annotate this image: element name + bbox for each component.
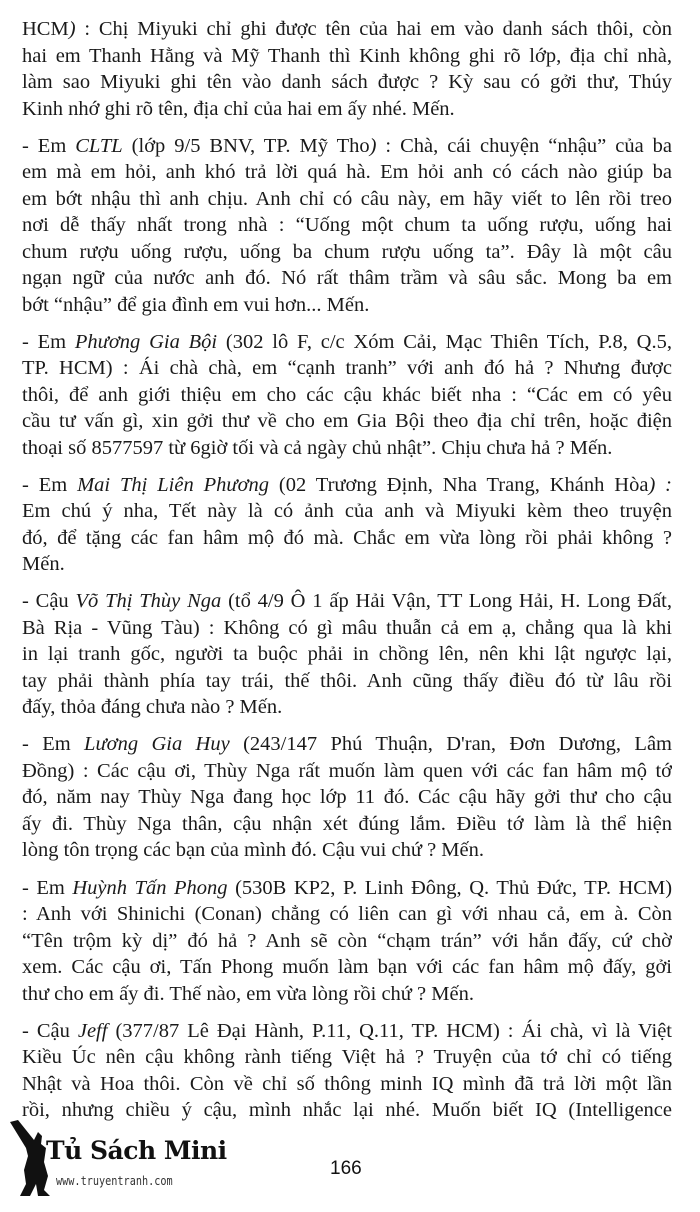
reader-name: Lương Gia Huy bbox=[84, 733, 230, 756]
letter-reply-paragraph bbox=[22, 16, 672, 122]
text-segment: đó, năm nay Thùy Nga đang học lớp 11 đó. Các cậu hãy gởi thư cho cậu bbox=[22, 786, 672, 809]
text-line bbox=[22, 498, 672, 525]
text-segment: đấy, thỏa đáng chưa nào ? Mến. bbox=[22, 696, 283, 719]
text-segment: - Em bbox=[22, 876, 73, 899]
letter-reply-paragraph bbox=[22, 133, 672, 319]
text-segment: Mến. bbox=[22, 553, 65, 576]
text-line bbox=[22, 239, 672, 266]
reader-name: Huỳnh Tấn Phong bbox=[72, 876, 228, 899]
reader-name: ) bbox=[369, 134, 377, 157]
text-line bbox=[22, 588, 672, 615]
logo-url: www.truyentranh.com bbox=[56, 1174, 173, 1188]
text-segment: - Em bbox=[22, 134, 76, 157]
text-line bbox=[22, 641, 672, 668]
text-line bbox=[22, 1018, 672, 1045]
text-segment: (243/147 Phú Thuận, D'ran, Đơn Dương, Lâm bbox=[229, 733, 672, 756]
reader-name: ) : bbox=[648, 473, 672, 496]
text-line bbox=[22, 292, 672, 319]
text-segment: em mà em hỏi, anh khó trả lời quá hà. Em hỏi anh có cách nào giúp ba bbox=[22, 161, 672, 184]
text-line bbox=[22, 96, 672, 123]
text-line bbox=[22, 133, 672, 160]
reader-name: CLTL bbox=[75, 134, 123, 157]
text-segment: Em chú ý nha, Tết này là có ảnh của anh và Miyuki kèm theo truyện bbox=[22, 500, 672, 523]
reader-name: Mai Thị Liên Phương bbox=[77, 473, 270, 496]
text-line bbox=[22, 435, 672, 462]
text-segment: chum rượu uống rượu, uống ba chum rượu uống ta”. Đây là một câu bbox=[22, 240, 672, 263]
text-line bbox=[22, 694, 672, 721]
text-segment: thư cho em ấy đi. Thế nào, em vừa lòng rồi chứ ? Mến. bbox=[22, 982, 474, 1005]
text-segment: - Cậu bbox=[22, 590, 76, 613]
text-line bbox=[22, 981, 672, 1008]
text-segment: : Anh với Shinichi (Conan) chẳng có liên can gì với nhau cả, em à. Còn bbox=[22, 903, 672, 926]
text-segment: làm sao Miyuki ghi tên vào danh sách được ? Kỳ sau có gởi thư, Thúy bbox=[22, 71, 672, 93]
text-segment: in lại tranh gốc, người ta buộc phải in chồng lên, nên khi lật ngược lại, bbox=[22, 643, 672, 666]
text-segment: “Tên trộm kỳ dị” đó hả ? Anh sẽ còn “chạm trán” với hắn đấy, cứ chờ bbox=[22, 929, 672, 952]
text-line bbox=[22, 731, 672, 758]
text-segment: Kinh nhớ ghi rõ tên, địa chỉ của hai em ấy nhé. Mến. bbox=[22, 97, 455, 120]
text-segment: - Cậu bbox=[22, 1019, 78, 1042]
text-segment: thôi, để anh giới thiệu em cho các cậu khác biết nha : “Các em có yêu bbox=[22, 383, 672, 406]
text-segment: (377/87 Lê Đại Hành, P.11, Q.11, TP. HCM) : Ái chà, vì là Việt bbox=[107, 1019, 672, 1042]
text-line bbox=[22, 212, 672, 239]
text-segment: đó, để tặng các fan hâm mộ đó mà. Chắc em vừa lòng rồi phải không ? bbox=[22, 526, 672, 549]
text-segment: tay phải thành phía tay trái, thế thôi. Anh cũng thấy điều đó từ lâu rồi bbox=[22, 669, 672, 692]
text-line bbox=[22, 43, 672, 70]
text-line bbox=[22, 329, 672, 356]
text-line bbox=[22, 837, 672, 864]
text-segment: - Em bbox=[22, 733, 85, 756]
text-line bbox=[22, 954, 672, 981]
text-segment: TP. HCM) : Ái chà chà, em “cạnh tranh” với anh đó hả ? Nhưng được bbox=[22, 357, 672, 380]
text-segment: cầu tư vấn gì, xin gởi thư về cho em Gia Bội theo địa chỉ trên, hoặc điện bbox=[22, 410, 672, 433]
reader-name: ) bbox=[68, 18, 76, 40]
text-line bbox=[22, 16, 672, 43]
text-line bbox=[22, 265, 672, 292]
letter-reply-paragraph bbox=[22, 875, 672, 1008]
text-segment: hai em Thanh Hằng và Mỹ Thanh thì Kinh không ghi rõ lớp, địa chỉ nhà, bbox=[22, 44, 672, 67]
text-segment: xem. Các cậu ơi, Tấn Phong muốn làm bạn với các fan hâm mộ đấy, gởi bbox=[22, 956, 672, 979]
text-segment: HCM bbox=[22, 18, 69, 40]
logo-title: Tủ Sách Mini bbox=[46, 1136, 227, 1165]
reader-name: Võ Thị Thùy Nga bbox=[75, 590, 222, 613]
text-line bbox=[22, 875, 672, 902]
text-segment: rồi, nhưng chiều ý cậu, mình nhắc lại nhé. Muốn biết IQ (Intelligence bbox=[22, 1099, 672, 1122]
text-segment: nơi dễ thấy nhất trong nhà : “Uống một chum ta uống rượu, uống hai bbox=[22, 214, 672, 237]
letters-column bbox=[22, 16, 672, 1134]
text-line bbox=[22, 472, 672, 499]
text-segment: - Em bbox=[22, 330, 75, 353]
text-line bbox=[22, 758, 672, 785]
text-segment: : Chà, cái chuyện “nhậu” của ba bbox=[376, 134, 672, 157]
text-line bbox=[22, 382, 672, 409]
text-line bbox=[22, 928, 672, 955]
letter-reply-paragraph bbox=[22, 472, 672, 578]
text-line bbox=[22, 408, 672, 435]
text-line bbox=[22, 668, 672, 695]
text-segment: (tổ 4/9 Ô 1 ấp Hải Vận, TT Long Hải, H. Long Đất, bbox=[221, 590, 672, 613]
text-line bbox=[22, 355, 672, 382]
text-line bbox=[22, 784, 672, 811]
text-line bbox=[22, 159, 672, 186]
letter-reply-paragraph bbox=[22, 329, 672, 462]
text-segment: - Em bbox=[22, 473, 78, 496]
text-segment: ngạn ngữ của nước anh đó. Nó rất thâm trầm và sâu sắc. Mong ba em bbox=[22, 267, 672, 290]
text-segment: (02 Trương Định, Nha Trang, Khánh Hòa bbox=[269, 473, 649, 496]
text-segment: Đồng) : Các cậu ơi, Thùy Nga rất muốn làm quen với các fan hâm mộ tớ bbox=[22, 759, 672, 782]
text-line bbox=[22, 1071, 672, 1098]
text-segment: bớt “nhậu” để gia đình em vui hơn... Mến. bbox=[22, 293, 370, 316]
text-segment: thoại số 8577597 từ 6giờ tối và cả ngày chủ nhật”. Chịu chưa hả ? Mến. bbox=[22, 436, 613, 459]
letter-reply-paragraph bbox=[22, 731, 672, 864]
reader-name: Phương Gia Bội bbox=[74, 330, 218, 353]
text-line bbox=[22, 1044, 672, 1071]
text-segment: (lớp 9/5 BNV, TP. Mỹ Tho bbox=[122, 134, 370, 157]
text-line bbox=[22, 551, 672, 578]
text-segment: Bà Rịa - Vũng Tàu) : Không có gì mâu thuẫn cả em ạ, chẳng qua là khi bbox=[22, 616, 672, 639]
text-segment: em bớt nhậu thì anh chịu. Anh chỉ có câu này, em hãy viết to lên rồi treo bbox=[22, 187, 672, 210]
text-line bbox=[22, 186, 672, 213]
publisher-logo bbox=[8, 1118, 238, 1198]
text-segment: Nhật và Hoa thôi. Còn về chỉ số thông minh IQ mình đã trả lời một lần bbox=[22, 1072, 672, 1095]
text-line bbox=[22, 69, 672, 96]
text-segment: : Chị Miyuki chỉ ghi được tên của hai em vào danh sách thôi, còn bbox=[75, 18, 672, 40]
text-segment: (530B KP2, P. Linh Đông, Q. Thủ Đức, TP. HCM) bbox=[227, 876, 672, 899]
text-line bbox=[22, 901, 672, 928]
page-number: 166 bbox=[330, 1158, 362, 1179]
letter-reply-paragraph bbox=[22, 1018, 672, 1124]
text-segment: ấy đi. Thùy Nga thân, cậu nhận xét đúng lắm. Điều tớ làm là thể hiện bbox=[22, 812, 672, 835]
text-line bbox=[22, 615, 672, 642]
text-segment: lòng tôn trọng các bạn của mình đó. Cậu vui chứ ? Mến. bbox=[22, 839, 485, 862]
text-line bbox=[22, 525, 672, 552]
letter-reply-paragraph bbox=[22, 588, 672, 721]
text-segment: (302 lô F, c/c Xóm Cải, Mạc Thiên Tích, P.8, Q.5, bbox=[217, 330, 672, 353]
text-line bbox=[22, 811, 672, 838]
text-segment: Kiều Úc nên cậu không rành tiếng Việt hả ? Truyện của tớ chỉ có tiếng bbox=[22, 1046, 672, 1069]
reader-name: Jeff bbox=[77, 1019, 108, 1042]
